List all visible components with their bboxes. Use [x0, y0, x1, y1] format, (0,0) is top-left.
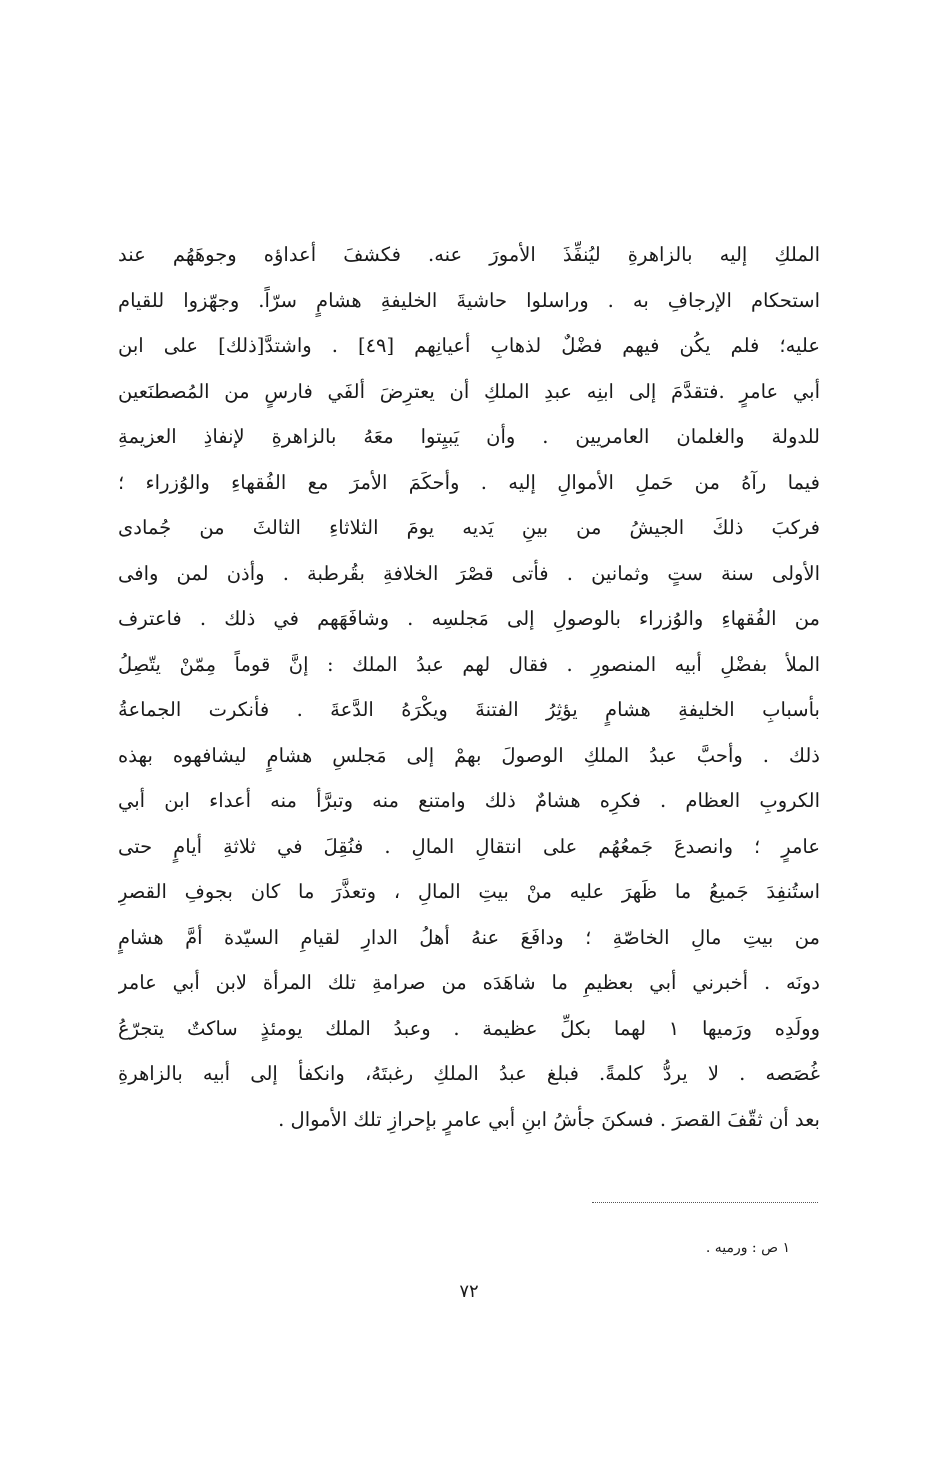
text-line: من الفُقهاءِ والوُزراء بالوصولِ إلى مَجلسِه . وشافَهَهم في ذلك . فاعترف [118, 607, 820, 630]
text-line: الكروبِ العظام . فكرِه هشامٌ ذلك وامتنع منه وتبرَّأ منه أعداء ابن أبي [118, 789, 820, 812]
text-line: الملأ بفضْلِ أبيه المنصورِ . فقال لهم عبدُ الملك : إنَّ قوماً مِمّنْ يتّصِلُ [118, 652, 820, 676]
text-line: بأسبابِ الخليفةِ هشامٍ يؤثِرُ الفتنةَ ويكْرَهُ الدَّعةَ . فأنكرت الجماعةُ [118, 698, 820, 721]
text-line: عامرٍ ؛ وانصدعَ جَمعُهُم على انتقالِ المالِ . فنُقِلَ في ثلاثةِ أيامٍ حتى [118, 834, 820, 858]
text-line: غُصَصه . لا يردُّ كلمةً. فبلغ عبدُ الملكِ رغبتَهُ، وانكفأ إلى أبيه بالزاهرةِ [118, 1062, 820, 1085]
text-line: الأولى سنة ستٍ وثمانين . فأتى قصْرَ الخلافةِ بقُرطبة . وأذن لمن وافى [118, 561, 820, 585]
page-number: ٧٢ [459, 1281, 479, 1302]
body-text [118, 232, 820, 1142]
text-line: من بيتِ مالِ الخاصّةِ ؛ ودافَعَ عنهُ أهلُ الدارِ لقيامِ السيّدة أمَّ هشامٍ [118, 925, 820, 949]
text-line: ذلك . وأحبَّ عبدُ الملكِ الوصولَ بهمْ إلى مَجلسِ هشامٍ ليشافهوه بهذه [118, 743, 820, 767]
text-line: أبي عامرٍ .فتقدَّمَ إلى ابنِه عبدِ الملكِ أن يعترِضَ ألفَي فارسٍ من المُصطنَعين [118, 379, 820, 403]
text-line: استُنفِدَ جَميعُ ما ظَهرَ عليه منْ بيتِ المالِ ، وتعذَّرَ ما كان بجوفِ القصرِ [118, 880, 820, 903]
text-line: بعد أن ثقّفَ القصرَ . فسكنَ جأشُ ابنِ أبي عامرٍ بإحرازِ تلك الأموال . [278, 1107, 820, 1131]
text-line: فركبَ ذلكَ الجيشُ من بينِ يَديه يومَ الثلاثاءِ الثالثَ من جُمادى [118, 516, 820, 539]
text-line: فيما رآهُ من حَملِ الأموالِ إليه . وأحكَمَ الأمرَ مع الفُقهاءِ والوُزراء ؛ [118, 470, 820, 494]
text-line: عليه؛ فلم يكُن فيهم فضْلٌ لذهابِ أعيانِهم [٤٩] . واشتدَّ[ذلك] على ابن [118, 334, 820, 357]
text-line: للدولة والغلمان العامريين . وأن يَبيِتوا معَهُ بالزاهرةِ لإنفاذِ العزيمةِ [118, 425, 820, 448]
footnote-divider [592, 1202, 818, 1203]
text-line: الملكِ إليه بالزاهرةِ ليُنفِّذَ الأمورَ عنه. فكشفَ أعداؤه وجوهَهُم عند [118, 243, 820, 266]
text-line: استحكام الإرجافِ به . وراسلوا حاشيةَ الخليفةِ هشامٍ سرّاً. وجهّزوا للقيام [118, 288, 820, 312]
footnote: ١ ص : ورميه . [705, 1240, 790, 1256]
text-line: دونَه . أخبرني أبي بعظيمِ ما شاهَدَه من صرامةِ تلك المرأة لابن أبي عامر [118, 971, 820, 994]
text-line: وولَدِه ورَميها ١ لهما بكلِّ عظيمة . وعبدُ الملك يومئذٍ ساكتٌ يتجرّعُ [118, 1016, 820, 1040]
